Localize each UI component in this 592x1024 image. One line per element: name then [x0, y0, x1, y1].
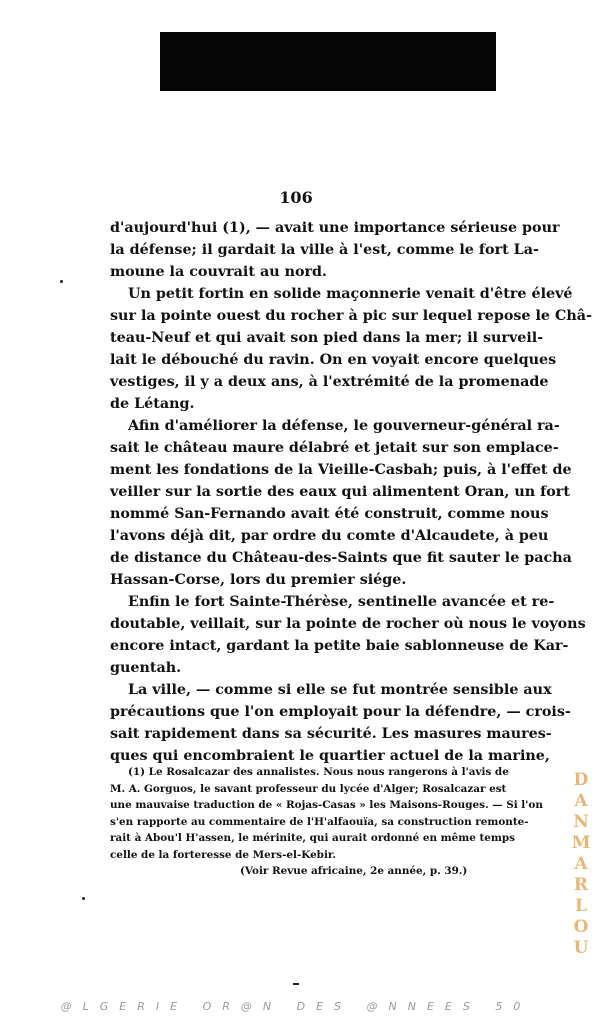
text-line: La ville, — comme si elle se fut montrée sensible aux	[128, 682, 552, 698]
text-line: Enfin le fort Sainte-Thérèse, sentinelle avancée et re-	[128, 594, 555, 610]
text-line: sait le château maure délabré et jetait sur son emplace-	[110, 440, 559, 456]
text-line: nommé San-Fernando avait été construit, comme nous	[110, 506, 549, 522]
text-line: guentah.	[110, 660, 182, 676]
side-watermark-letter: D	[573, 770, 589, 790]
footnote-line: (1) Le Rosalcazar des annalistes. Nous nous rangerons à l'avis de	[128, 766, 509, 778]
text-line: Afin d'améliorer la défense, le gouverneur-général ra-	[128, 418, 560, 434]
text-line: doutable, veillait, sur la pointe de rocher où nous le voyons	[110, 616, 586, 632]
side-watermark-letter: R	[573, 875, 589, 895]
text-line: veiller sur la sortie des eaux qui alimentent Oran, un fort	[110, 484, 570, 500]
text-line: la défense; il gardait la ville à l'est, comme le fort La-	[110, 242, 539, 258]
side-watermark-letter: U	[573, 938, 589, 958]
text-line: sur la pointe ouest du rocher à pic sur lequel repose le Châ-	[110, 308, 592, 324]
speck-mark	[82, 897, 85, 900]
text-line: vestiges, il y a deux ans, à l'extrémité de la promenade	[110, 374, 549, 390]
text-line: Un petit fortin en solide maçonnerie venait d'être élevé	[128, 286, 573, 302]
text-line: d'aujourd'hui (1), — avait une importance sérieuse pour	[110, 220, 560, 236]
side-watermark-letter: N	[573, 812, 589, 832]
speck-mark	[293, 983, 299, 985]
text-line: sait rapidement dans sa sécurité. Les masures maures-	[110, 726, 552, 742]
text-line: précautions que l'on employait pour la défendre, — crois-	[110, 704, 571, 720]
side-watermark-letter: O	[573, 917, 589, 937]
text-line: de distance du Château-des-Saints que fit sauter le pacha	[110, 550, 572, 566]
side-watermark-letter: A	[574, 791, 588, 811]
side-watermark	[570, 770, 592, 990]
footnote-line: celle de la forteresse de Mers-el-Kebir.	[110, 848, 337, 861]
text-line: teau-Neuf et qui avait son pied dans la mer; il surveil-	[110, 330, 544, 346]
text-line: moune la couvrait au nord.	[110, 264, 328, 280]
side-watermark-letter: M	[571, 833, 591, 853]
text-line: l'avons déjà dit, par ordre du comte d'Alcaudete, à peu	[110, 528, 549, 544]
footnotes	[110, 764, 543, 880]
text-line: de Létang.	[110, 396, 195, 412]
side-watermark-letter: L	[575, 896, 587, 916]
footnote-line: M. A. Gorguos, le savant professeur du lycée d'Alger; Rosalcazar est	[110, 782, 507, 795]
page-number: 106	[279, 188, 313, 207]
speck-mark	[60, 280, 63, 283]
text-line: encore intact, gardant la petite baie sablonneuse de Kar-	[110, 638, 569, 654]
text-line: ment les fondations de la Vieille-Casbah; puis, à l'effet de	[110, 462, 572, 478]
footer-watermark: @LGERIE OR@N DES @NNEES 50	[60, 1000, 532, 1013]
footnote-line: rait à Abou'l H'assen, le mérinite, qui aurait ordonné en même temps	[110, 832, 515, 844]
body-text	[110, 217, 592, 767]
text-line: lait le débouché du ravin. On en voyait encore quelques	[110, 352, 557, 368]
text-line: Hassan-Corse, lors du premier siége.	[110, 572, 407, 588]
footnote-line: (Voir Revue africaine, 2e année, p. 39.)	[240, 865, 468, 877]
text-line: ques qui encombraient le quartier actuel de la marine,	[110, 748, 550, 764]
redacted-header-bar	[160, 32, 496, 91]
footnote-line: une mauvaise traduction de « Rojas-Casas » les Maisons-Rouges. — Si l'on	[110, 799, 543, 811]
footnote-line: s'en rapporte au commentaire de l'H'alfaouïa, sa construction remonte-	[110, 815, 529, 828]
side-watermark-letter: A	[574, 854, 588, 874]
